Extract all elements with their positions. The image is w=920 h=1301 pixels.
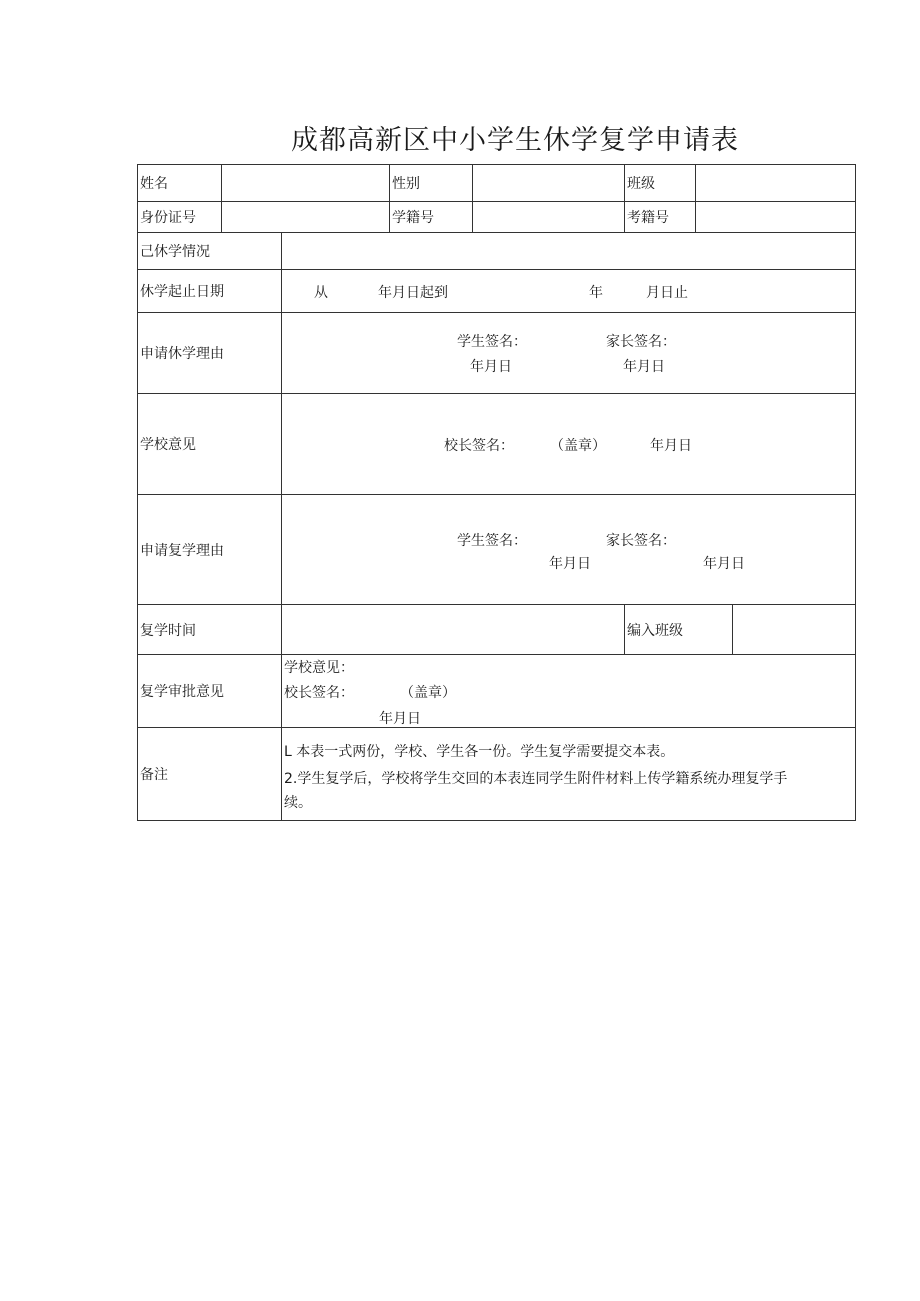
resume-reason-label: 申请复学理由: [140, 542, 224, 559]
suspension-parent-signature: 家长签名：: [606, 334, 676, 350]
prior-suspension-label: 己休学情况: [140, 244, 210, 260]
resume-student-signature: 学生签名：: [457, 533, 527, 549]
suspension-student-signature: 学生签名：: [457, 334, 527, 350]
student-number-label: 学籍号: [389, 202, 472, 232]
form-row-resume-reason: [137, 495, 856, 605]
dates-year-text: 年: [589, 285, 603, 301]
approval-principal-signature: 校长签名：: [284, 685, 354, 701]
name-label: 姓名: [140, 176, 168, 192]
application-form: [137, 164, 856, 821]
gender-field[interactable]: [472, 165, 624, 201]
resume-reason-field[interactable]: [281, 495, 856, 604]
exam-number-field[interactable]: [695, 202, 856, 232]
form-row-resume-time: [137, 605, 856, 655]
form-row-id: [137, 202, 856, 233]
resume-approval-field[interactable]: [281, 655, 856, 727]
form-row-suspension-reason: [137, 313, 856, 394]
school-opinion-label: 学校意见: [140, 437, 196, 453]
gender-label: 性别: [389, 165, 472, 201]
dates-start-text: 年月日起到: [378, 285, 448, 301]
id-number-label: 身份证号: [140, 210, 196, 226]
school-seal: （盖章）: [550, 438, 606, 454]
class-label: 班级: [624, 165, 695, 201]
approval-seal: （盖章）: [400, 685, 456, 701]
form-row-suspension-dates: [137, 270, 856, 313]
school-date: 年月日: [650, 438, 692, 454]
form-row-resume-approval: [137, 655, 856, 728]
suspension-reason-label: 申请休学理由: [140, 346, 224, 362]
resume-approval-label: 复学审批意见: [140, 684, 224, 700]
remarks-content: [281, 728, 856, 820]
resume-parent-date: 年月日: [703, 556, 745, 572]
remarks-line-3: 续。: [284, 795, 312, 811]
approval-date: 年月日: [379, 711, 421, 727]
resume-time-label: 复学时间: [140, 622, 196, 639]
school-opinion-field[interactable]: [281, 394, 856, 494]
class-field[interactable]: [695, 165, 856, 201]
remarks-line-1: L 本表一式两份，学校、学生各一份。学生复学需要提交本表。: [284, 744, 675, 760]
resume-time-field[interactable]: [281, 605, 624, 654]
page-title: 成都高新区中小学生休学复学申请表: [291, 125, 739, 156]
form-row-name: [137, 164, 856, 202]
exam-number-label: 考籍号: [624, 202, 695, 232]
form-row-prior-suspension: [137, 233, 856, 270]
resume-parent-signature: 家长签名：: [606, 533, 676, 549]
suspension-student-date: 年月日: [470, 359, 512, 375]
suspension-dates-label: 休学起止日期: [140, 284, 224, 300]
assigned-class-field[interactable]: [732, 605, 856, 654]
form-row-school-opinion: [137, 394, 856, 495]
prior-suspension-field[interactable]: [281, 233, 856, 269]
suspension-dates-field[interactable]: [281, 270, 856, 312]
dates-end-text: 月日止: [646, 285, 688, 301]
suspension-reason-field[interactable]: [281, 313, 856, 393]
assigned-class-label: 编入班级: [624, 605, 732, 654]
resume-student-date: 年月日: [549, 556, 591, 572]
school-principal-signature: 校长签名：: [444, 438, 514, 454]
form-row-remarks: [137, 728, 856, 821]
suspension-parent-date: 年月日: [623, 359, 665, 375]
dates-from-text: 从: [314, 285, 328, 301]
id-number-field[interactable]: [221, 202, 389, 232]
remarks-line-2: 2.学生复学后，学校将学生交回的本表连同学生附件材料上传学籍系统办理复学手: [284, 771, 788, 787]
remarks-label: 备注: [140, 767, 168, 783]
approval-school-opinion: 学校意见：: [284, 660, 354, 676]
name-field[interactable]: [221, 165, 389, 201]
student-number-field[interactable]: [472, 202, 624, 232]
